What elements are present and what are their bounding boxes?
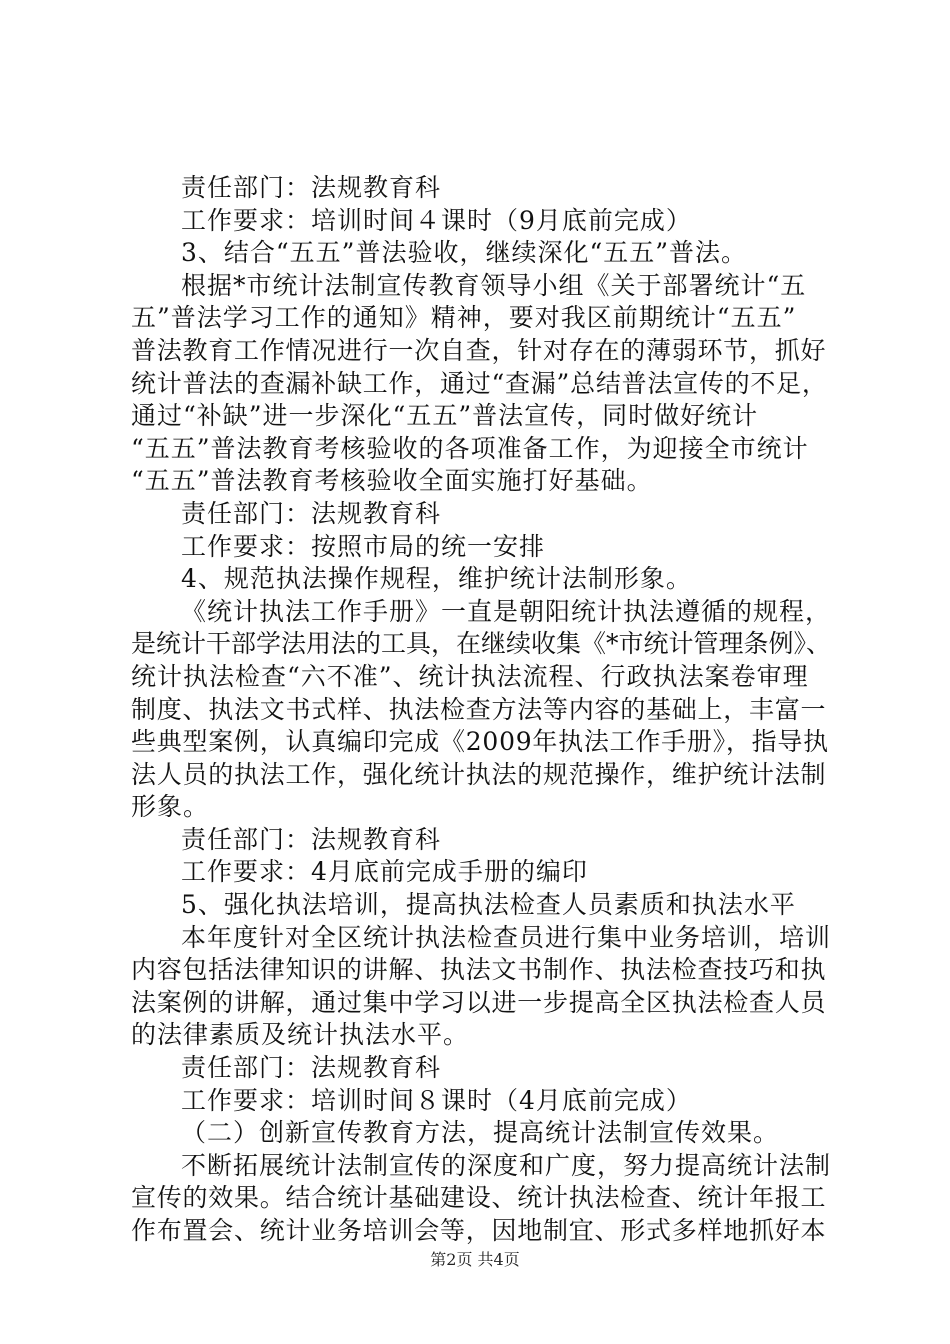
text-line: 内容包括法律知识的讲解、执法文书制作、执法检查技巧和执 (131, 955, 827, 985)
text-line: “五五”普法教育考核验收的各项准备工作，为迎接全市统计 (131, 433, 809, 463)
text-line: 作布置会、统计业务培训会等，因地制宜、形式多样地抓好本 (131, 1216, 827, 1245)
text-line: 统计普法的查漏补缺工作，通过“查漏”总结普法宣传的不足， (131, 368, 828, 398)
text-line: 工作要求：按照市局的统一安排 (181, 531, 546, 561)
text-line: 5、强化执法培训，提高执法检查人员素质和执法水平 (181, 890, 796, 920)
text-line: 4、规范执法操作规程，维护统计法制形象。 (181, 564, 692, 594)
text-line: 责任部门：法规教育科 (181, 173, 442, 202)
text-line: “五五”普法教育考核验收全面实施打好基础。 (131, 466, 653, 496)
text-line: 的法律素质及统计执法水平。 (131, 1020, 470, 1050)
text-line: 工作要求：培训时间４课时（9月底前完成） (181, 205, 692, 235)
text-line: 统计执法检查“六不准”、统计执法流程、行政执法案卷审理 (131, 661, 809, 691)
text-line: 是统计干部学法用法的工具，在继续收集《*市统计管理条例》、 (131, 629, 832, 659)
text-line: 五”普法学习工作的通知》精神，要对我区前期统计“五五” (131, 303, 797, 333)
text-line: 3、结合“五五”普法验收，继续深化“五五”普法。 (181, 238, 748, 268)
text-line: 法人员的执法工作，强化统计执法的规范操作，维护统计法制 (131, 759, 827, 789)
text-line: 根据*市统计法制宣传教育领导小组《关于部署统计“五 (181, 270, 807, 300)
text-line: 形象。 (131, 792, 210, 822)
text-line: 通过“补缺”进一步深化“五五”普法宣传，同时做好统计 (131, 401, 759, 431)
text-line: 宣传的效果。结合统计基础建设、统计执法检查、统计年报工 (131, 1183, 827, 1213)
text-line: 些典型案例，认真编印完成《2009年执法工作手册》，指导执 (131, 727, 829, 757)
text-line: （二）创新宣传教育方法，提高统计法制宣传效果。 (181, 1118, 780, 1148)
text-line: 责任部门：法规教育科 (181, 1053, 442, 1083)
text-line: 《统计执法工作手册》一直是朝阳统计执法遵循的规程， (181, 596, 832, 626)
text-line: 制度、执法文书式样、执法检查方法等内容的基础上，丰富一 (131, 694, 827, 724)
text-line: 责任部门：法规教育科 (181, 824, 442, 854)
text-line: 普法教育工作情况进行一次自查，针对存在的薄弱环节，抓好 (131, 335, 827, 365)
text-line: 责任部门：法规教育科 (181, 498, 442, 528)
text-line: 工作要求：4月底前完成手册的编印 (181, 857, 588, 887)
text-line: 工作要求：培训时间８课时（4月底前完成） (181, 1085, 692, 1115)
text-line: 本年度针对全区统计执法检查员进行集中业务培训，培训 (181, 922, 832, 952)
page-footer: 第2页 共4页 (430, 1250, 520, 1269)
document-body (131, 172, 831, 1248)
text-line: 法案例的讲解，通过集中学习以进一步提高全区执法检查人员 (131, 987, 827, 1017)
text-line: 不断拓展统计法制宣传的深度和广度，努力提高统计法制 (181, 1150, 832, 1180)
